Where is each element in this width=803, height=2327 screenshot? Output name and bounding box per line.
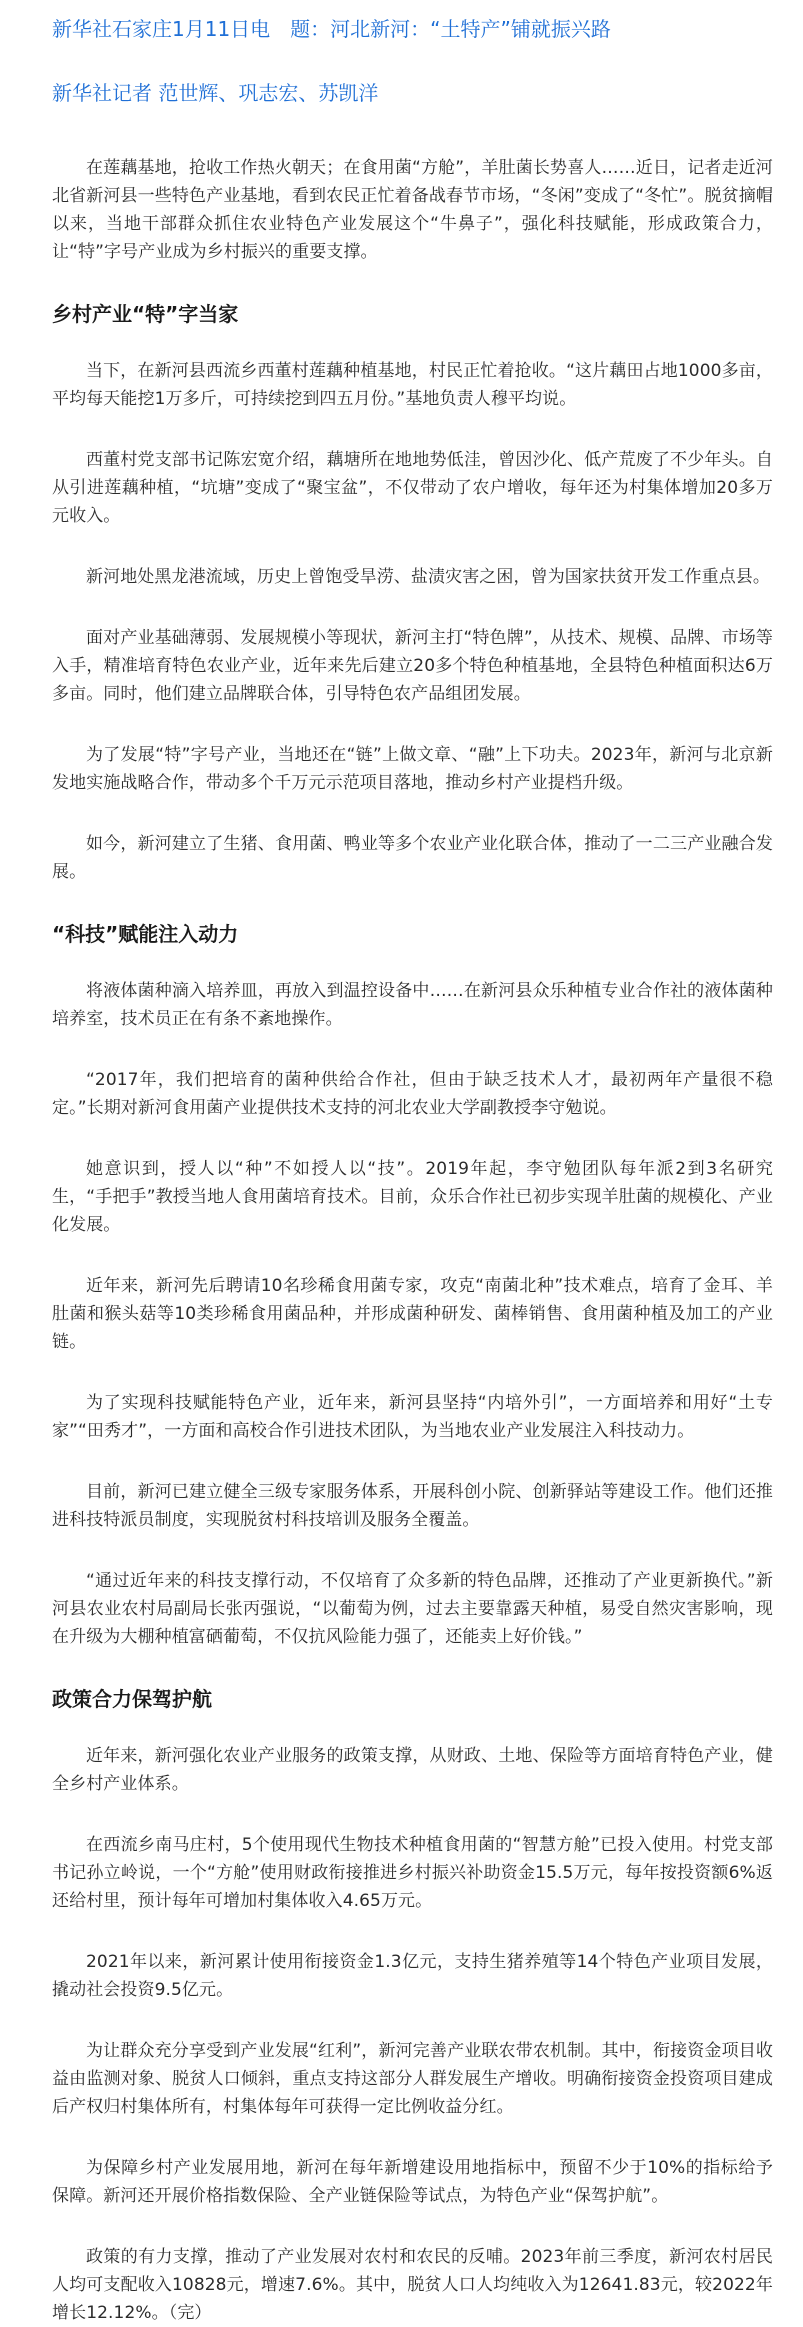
section-title: 乡村产业“特”字当家 bbox=[52, 302, 239, 326]
body-paragraph: 在西流乡南马庄村，5个使用现代生物技术种植食用菌的“智慧方舱”已投入使用。村党支部书记孙立岭说，一个“方舱”使用财政衔接推进乡村振兴补助资金15.5万元，每年按投资额6%返还给村里，预计每年可增加村集体收入4.65万元。 bbox=[52, 1835, 773, 1911]
body-paragraph: 新河地处黑龙港流域，历史上曾饱受旱涝、盐渍灾害之困，曾为国家扶贫开发工作重点县。 bbox=[86, 567, 770, 587]
body-paragraph: “通过近年来的科技支撑行动，不仅培育了众多新的特色品牌，还推动了产业更新换代。”新河县农业农村局副局长张丙强说，“以葡萄为例，过去主要靠露天种植，易受自然灾害影响，现在升级为大棚种植富硒葡萄，不仅抗风险能力强了，还能卖上好价钱。” bbox=[52, 1571, 773, 1647]
headline: 新华社石家庄1月11日电 题：河北新河：“土特产”铺就振兴路 bbox=[52, 17, 611, 41]
body-paragraph: 她意识到，授人以“种”不如授人以“技”。2019年起，李守勉团队每年派2到3名研究生，“手把手”教授当地人食用菌培育技术。目前，众乐合作社已初步实现羊肚菌的规模化、产业化发展。 bbox=[52, 1159, 773, 1235]
body-paragraph: 为让群众充分享受到产业发展“红利”，新河完善产业联农带农机制。其中，衔接资金项目收益由监测对象、脱贫人口倾斜，重点支持这部分人群发展生产增收。明确衔接资金投资项目建成后产权归村集体所有，村集体每年可获得一定比例收益分红。 bbox=[52, 2041, 773, 2117]
body-paragraph: 目前，新河已建立健全三级专家服务体系，开展科创小院、创新驿站等建设工作。他们还推进科技特派员制度，实现脱贫村科技培训及服务全覆盖。 bbox=[52, 1482, 773, 1530]
article-body bbox=[52, 299, 773, 2327]
body-paragraph: 为保障乡村产业发展用地，新河在每年新增建设用地指标中，预留不少于10%的指标给予保障。新河还开展价格指数保险、全产业链保险等试点，为特色产业“保驾护航”。 bbox=[52, 2158, 773, 2206]
body-paragraph: 如今，新河建立了生猪、食用菌、鸭业等多个农业产业化联合体，推动了一二三产业融合发展。 bbox=[52, 834, 773, 882]
body-paragraph: 将液体菌种滴入培养皿，再放入到温控设备中……在新河县众乐种植专业合作社的液体菌种培养室，技术员正在有条不紊地操作。 bbox=[52, 981, 773, 1029]
body-paragraph: 当下，在新河县西流乡西董村莲藕种植基地，村民正忙着抢收。“这片藕田占地1000多亩，平均每天能挖1万多斤，可持续挖到四五月份。”基地负责人穆平均说。 bbox=[52, 361, 773, 409]
body-paragraph: 近年来，新河先后聘请10名珍稀食用菌专家，攻克“南菌北种”技术难点，培育了金耳、羊肚菌和猴头菇等10类珍稀食用菌品种，并形成菌种研发、菌棒销售、食用菌种植及加工的产业链。 bbox=[52, 1276, 773, 1352]
intro-paragraph: 在莲藕基地，抢收工作热火朝天；在食用菌“方舱”，羊肚菌长势喜人……近日，记者走近河北省新河县一些特色产业基地，看到农民正忙着备战春节市场，“冬闲”变成了“冬忙”。脱贫摘帽以来，当地干部群众抓住农业特色产业发展这个“牛鼻子”，强化科技赋能，形成政策合力，让“特”字号产业成为乡村振兴的重要支撑。 bbox=[52, 158, 773, 262]
byline: 新华社记者 范世辉、巩志宏、苏凯洋 bbox=[52, 81, 379, 105]
body-paragraph: 西董村党支部书记陈宏宽介绍，藕塘所在地地势低洼，曾因沙化、低产荒废了不少年头。自从引进莲藕种植，“坑塘”变成了“聚宝盆”，不仅带动了农户增收，每年还为村集体增加20多万元收入。 bbox=[52, 450, 773, 526]
body-paragraph: “2017年，我们把培育的菌种供给合作社，但由于缺乏技术人才，最初两年产量很不稳定。”长期对新河食用菌产业提供技术支持的河北农业大学副教授李守勉说。 bbox=[52, 1070, 773, 1118]
body-paragraph: 2021年以来，新河累计使用衔接资金1.3亿元，支持生猪养殖等14个特色产业项目发展，撬动社会投资9.5亿元。 bbox=[52, 1952, 773, 2000]
body-paragraph: 面对产业基础薄弱、发展规模小等现状，新河主打“特色牌”，从技术、规模、品牌、市场等入手，精准培育特色农业产业，近年来先后建立20多个特色种植基地，全县特色种植面积达6万多亩。同时，他们建立品牌联合体，引导特色农产品组团发展。 bbox=[52, 628, 773, 704]
section-title: “科技”赋能注入动力 bbox=[52, 922, 239, 946]
body-paragraph: 近年来，新河强化农业产业服务的政策支撑，从财政、土地、保险等方面培育特色产业，健全乡村产业体系。 bbox=[52, 1746, 773, 1794]
body-paragraph: 政策的有力支撑，推动了产业发展对农村和农民的反哺。2023年前三季度，新河农村居民人均可支配收入10828元，增速7.6%。其中，脱贫人口人均纯收入为12641.83元，较2022年增长12.12%。（完） bbox=[52, 2247, 773, 2323]
body-paragraph: 为了实现科技赋能特色产业，近年来，新河县坚持“内培外引”，一方面培养和用好“土专家”“田秀才”，一方面和高校合作引进技术团队，为当地农业产业发展注入科技动力。 bbox=[52, 1393, 773, 1441]
body-paragraph: 为了发展“特”字号产业，当地还在“链”上做文章、“融”上下功夫。2023年，新河与北京新发地实施战略合作，带动多个千万元示范项目落地，推动乡村产业提档升级。 bbox=[52, 745, 773, 793]
section-title: 政策合力保驾护航 bbox=[52, 1687, 212, 1711]
